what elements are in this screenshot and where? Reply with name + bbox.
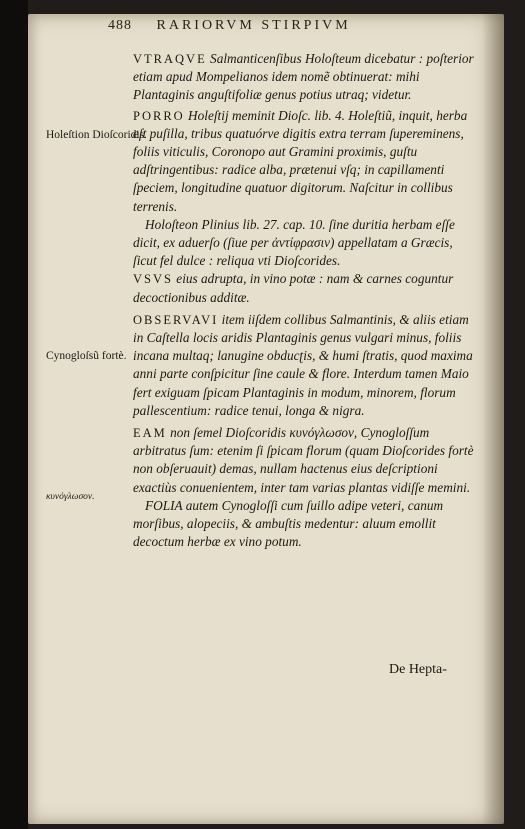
page-number: 488: [108, 18, 132, 33]
paragraph-holosteon: [133, 216, 478, 271]
paragraph-eam: [133, 424, 478, 497]
margin-note-cynoglossum: Cynoglοſsũ fortè.: [46, 350, 127, 362]
paragraph-text: Holeſtij meminit Dioſc. lib. 4. Holeſtiũ, inquit, herba eſt puſilla, tribus quatuórve digitis extra terram ſupereminens, foliis viticulis, Coronopo aut Gramini proximis, guſtu adſtringentibus: radice alba, prætenui vſq; in capillamenti ſpeciem, longitudine quatuor digitorum. Naſcitur in collibus terrenis.: [133, 107, 468, 214]
binding-edge: [0, 0, 28, 829]
paragraph-folia: [133, 497, 478, 552]
paragraph-lead: OBSERVAVI: [133, 312, 219, 327]
paragraph-observavi: [133, 311, 478, 420]
margin-note-greek: κυνόγλωσον.: [46, 492, 95, 502]
paragraph-lead: VTRAQVE: [133, 52, 207, 66]
page-gutter-shadow: [482, 14, 504, 824]
running-header: [108, 18, 488, 34]
catchword: De Hepta-: [389, 662, 447, 677]
paragraph-usus: [133, 270, 478, 306]
paragraph-text: item iiſdem collibus Salmantinis, & aliis etiam in Caſtella locis aridis Plantaginis genus vulgari minus, foliis incana multaq; lanugine obducʈis, & humi ſtratis, quod maxima anni parte conſpicitur ſine caule & flore. Interdum tamen Maio fert exiguam ſpicam Plantaginis in modum, minorem, florum pallescentium: radice tenui, longa & nigra.: [133, 311, 473, 418]
paragraph-text: FOLIA autem Cynogloſſi cum ſuillo adipe veteri, canum morſibus, alopeciis, & ambuſtis medentur: aluum emollit decoctum herbæ ex vino potum.: [133, 497, 444, 550]
body-text: [133, 50, 478, 551]
paragraph-text: eius adrupta, in vino potæ : nam & carnes coguntur decoctionibus additæ.: [133, 271, 454, 305]
paragraph-porro: [133, 107, 478, 216]
paragraph-utraque: [133, 50, 478, 105]
paragraph-lead: EAM: [133, 426, 167, 441]
paragraph-lead: PORRO: [133, 108, 185, 123]
running-title: RARIORVM STIRPIVM: [156, 18, 351, 33]
paragraph-text: Salmanticenſibus Holoſteum dicebatur : poſterior etiam apud Mompelianos idem nomẽ obtinuerat: mihi Plantaginis anguſtifoliæ genus potius utraq; videtur.: [133, 51, 474, 103]
paragraph-text: non ſemel Dioſcoridis κυνόγλωσον, Cynogloſſum arbitratus ſum: etenim ſi ſpicam florum (quam Dioſcorides fortè non obſeruauit) demas, nullam hactenus eius deſcriptioni exactiùs conuenientem, inter tam varias plantas vidiſſe memini.: [133, 425, 474, 495]
paragraph-lead: VSVS: [133, 272, 173, 287]
paragraph-text: Holoſteon Plinius lib. 27. cap. 10. ſine duritia herbam eſſe dicit, ex aduerſo (ſiue per ἀντίφρασιν) appellatam a Græcis, ſicut fel dulce : reliqua vti Dioſcorides.: [133, 216, 455, 269]
margin-note-holestion: Holeſtion Dioſcoridis.: [46, 129, 147, 141]
